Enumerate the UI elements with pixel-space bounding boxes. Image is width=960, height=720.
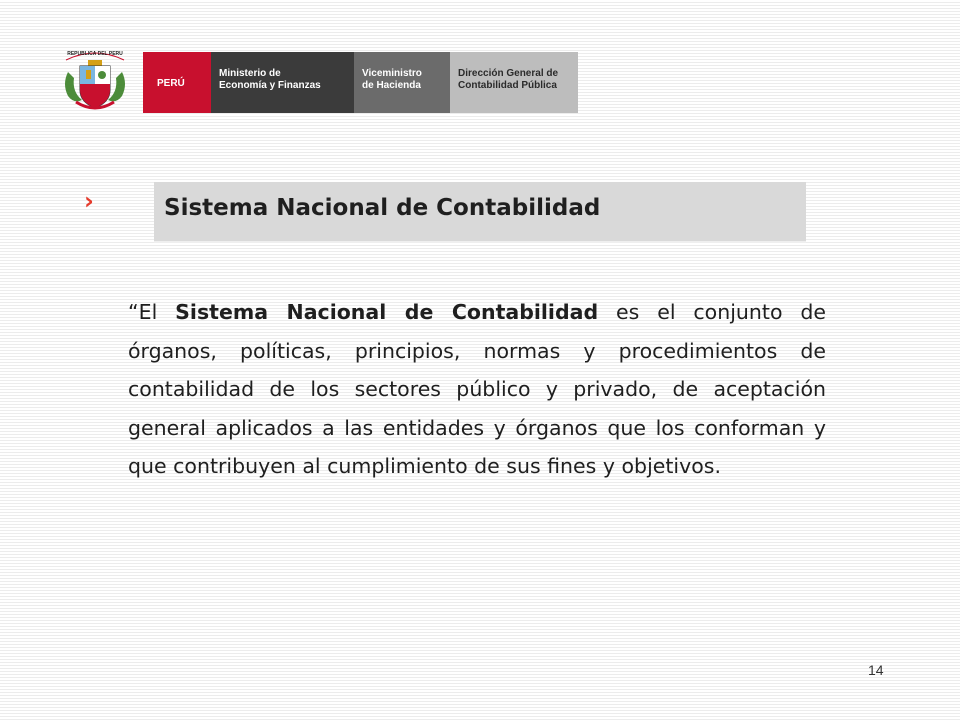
- coat-of-arms-text: REPUBLICA DEL PERU: [67, 51, 123, 57]
- title-box: [154, 182, 806, 243]
- vice-ministry-line-2: de Hacienda: [362, 80, 421, 91]
- vice-ministry-line-1: Viceministro: [362, 68, 422, 79]
- peru-header-tab: [143, 52, 211, 113]
- directorate-header-tab: [450, 52, 578, 113]
- quote-bold-term: Sistema Nacional de Contabilidad: [175, 300, 599, 324]
- peru-label: PERÚ: [157, 78, 185, 89]
- ministry-line-1: Ministerio de: [219, 68, 281, 79]
- quote-rest: es el conjunto de órganos, políticas, principios, normas y procedimientos de contabilidad de los sectores público y privado, de aceptación general aplicados a las entidades y órganos que los conforman y que contribuyen al cumplimiento de sus fines y objetivos.: [128, 300, 826, 478]
- ministry-header-tab: [211, 52, 354, 113]
- ministry-line-2: Economía y Finanzas: [219, 80, 321, 91]
- vice-ministry-header-tab: [354, 52, 450, 113]
- slide-title: Sistema Nacional de Contabilidad: [164, 195, 601, 221]
- definition-paragraph: [128, 293, 826, 486]
- page-number: 14: [868, 662, 884, 678]
- directorate-line-2: Contabilidad Pública: [458, 80, 557, 91]
- directorate-line-1: Dirección General de: [458, 68, 559, 79]
- coat-of-arms-logo: [58, 42, 132, 116]
- quote-open: “El: [128, 300, 176, 324]
- title-bullet-icon: ›: [84, 187, 94, 215]
